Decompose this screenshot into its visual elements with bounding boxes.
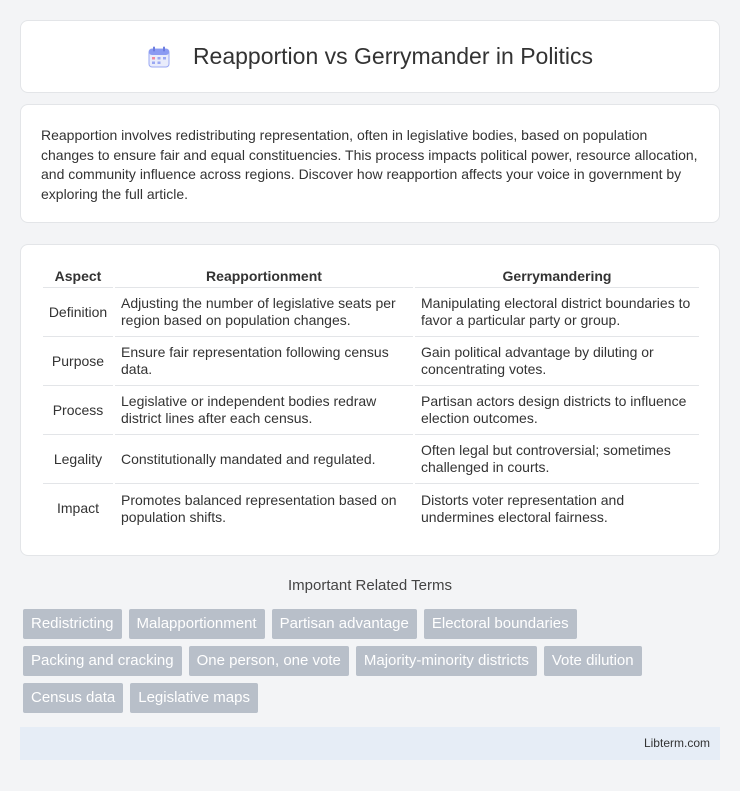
tag-packing-and-cracking[interactable]: Packing and cracking [23, 646, 182, 676]
row-gerrymandering: Gain political advantage by diluting or concentrating votes. [415, 337, 699, 386]
tag-partisan-advantage[interactable]: Partisan advantage [272, 609, 417, 639]
row-reapportionment: Constitutionally mandated and regulated. [115, 435, 413, 484]
row-gerrymandering: Manipulating electoral district boundaries to favor a particular party or group. [415, 288, 699, 337]
intro-text: Reapportion involves redistributing representation, often in legislative bodies, based on population changes to ensure fair and equal constituencies. This process impacts political power, resource allocation, and community influence across regions. Discover how reapportion affects your voice in government by exploring the full article. [41, 127, 698, 202]
comparison-table [41, 266, 701, 533]
table-header-row [43, 266, 699, 288]
header-reapportionment: Reapportionment [115, 266, 413, 288]
row-reapportionment: Legislative or independent bodies redraw district lines after each census. [115, 386, 413, 435]
row-aspect: Impact [56, 500, 99, 516]
page-title: Reapportion vs Gerrymander in Politics [192, 43, 594, 69]
tag-redistricting[interactable]: Redistricting [23, 609, 122, 639]
row-aspect: Purpose [43, 337, 113, 386]
table-row [43, 288, 699, 337]
related-terms-list [23, 609, 703, 720]
table-row [43, 484, 699, 533]
row-aspect: Process [43, 386, 113, 435]
row-gerrymandering: Partisan actors design districts to influence election outcomes. [415, 386, 699, 435]
tag-vote-dilution[interactable]: Vote dilution [544, 646, 642, 676]
row-gerrymandering: Distorts voter representation and undermines electoral fairness. [421, 491, 625, 525]
related-terms-heading: Important Related Terms [288, 577, 452, 594]
row-reapportionment: Adjusting the number of legislative seats per region based on population changes. [115, 288, 413, 337]
tag-majority-minority-districts[interactable]: Majority-minority districts [356, 646, 537, 676]
row-aspect: Definition [43, 288, 113, 337]
tag-electoral-boundaries[interactable]: Electoral boundaries [424, 609, 577, 639]
table-row [43, 435, 699, 484]
comparison-card [20, 244, 720, 556]
row-aspect: Legality [43, 435, 113, 484]
intro-card [20, 104, 720, 223]
calendar-icon [147, 45, 171, 69]
tag-census-data[interactable]: Census data [23, 683, 123, 713]
title-card [20, 20, 720, 93]
header-aspect: Aspect [43, 266, 113, 288]
table-row [43, 337, 699, 386]
footer-site-link[interactable]: Libterm.com [643, 736, 710, 750]
row-reapportionment: Promotes balanced representation based on population shifts. [121, 491, 397, 525]
tag-legislative-maps[interactable]: Legislative maps [130, 683, 258, 713]
row-gerrymandering: Often legal but controversial; sometimes challenged in courts. [415, 435, 699, 484]
tag-malapportionment[interactable]: Malapportionment [129, 609, 265, 639]
header-gerrymandering: Gerrymandering [415, 266, 699, 288]
row-reapportionment: Ensure fair representation following census data. [115, 337, 413, 386]
table-row [43, 386, 699, 435]
footer [20, 727, 720, 760]
tag-one-person-one-vote[interactable]: One person, one vote [189, 646, 349, 676]
